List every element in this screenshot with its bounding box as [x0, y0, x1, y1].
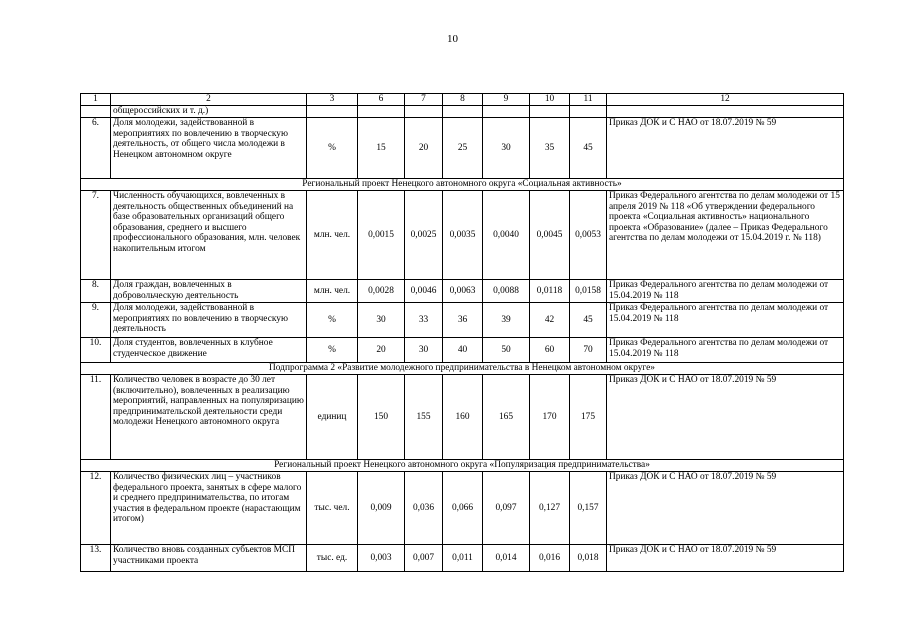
continuation-text: общероссийских и т. д.)	[111, 106, 307, 118]
value-cell: 0,0035	[443, 191, 483, 280]
unit-cell: млн. чел.	[307, 280, 358, 303]
table-body	[81, 94, 844, 572]
value-cell: 0,003	[358, 545, 405, 572]
value-cell: 42	[530, 303, 570, 338]
unit-cell: тыс. чел.	[307, 472, 358, 545]
reference-cell: Приказ Федерального агентства по делам молодежи от 15.04.2019 № 118	[607, 303, 844, 338]
section-title: Региональный проект Ненецкого автономного округа «Популяризация предпринимательства»	[81, 460, 844, 472]
value-cell: 45	[570, 303, 607, 338]
row-number: 11.	[81, 375, 111, 460]
row-number: 9.	[81, 303, 111, 338]
reference-cell: Приказ Федерального агентства по делам молодежи от 15 апреля 2019 № 118 «Об утверждении федерального проекта «Социальная активность» национального проекта «Образование» (далее – Приказ Федерального агентства по делам молодежи от 15.04.2019 г. № 118)	[607, 191, 844, 280]
header-row	[81, 94, 844, 106]
value-cell: 35	[530, 118, 570, 179]
indicator-name: Количество человек в возрасте до 30 лет (включительно), вовлеченных в реализацию мероприятий, направленных на популяризацию предпринимательской деятельности среди молодежи Ненецкого автономного округа	[111, 375, 307, 460]
value-cell: 0,0158	[570, 280, 607, 303]
table-row	[81, 303, 844, 338]
row-number: 8.	[81, 280, 111, 303]
row-number: 6.	[81, 118, 111, 179]
value-cell: 165	[483, 375, 530, 460]
header-cell: 7	[405, 94, 443, 106]
reference-cell: Приказ ДОК и С НАО от 18.07.2019 № 59	[607, 545, 844, 572]
unit-cell: тыс. ед.	[307, 545, 358, 572]
value-cell: 0,066	[443, 472, 483, 545]
reference-cell: Приказ ДОК и С НАО от 18.07.2019 № 59	[607, 118, 844, 179]
indicator-name: Доля молодежи, задействованной в мероприятиях по вовлечению в творческую деятельность, от общего числа молодежи в Ненецком автономном округе	[111, 118, 307, 179]
value-cell: 0,018	[570, 545, 607, 572]
value-cell: 0,0118	[530, 280, 570, 303]
value-cell: 0,0046	[405, 280, 443, 303]
value-cell: 0,014	[483, 545, 530, 572]
reference-cell: Приказ Федерального агентства по делам молодежи от 15.04.2019 № 118	[607, 280, 844, 303]
reference-cell: Приказ ДОК и С НАО от 18.07.2019 № 59	[607, 375, 844, 460]
unit-cell: млн. чел.	[307, 191, 358, 280]
value-cell: 0,0088	[483, 280, 530, 303]
unit-cell: %	[307, 303, 358, 338]
section-title: Региональный проект Ненецкого автономного округа «Социальная активность»	[81, 179, 844, 191]
value-cell: 70	[570, 338, 607, 363]
table-row	[81, 545, 844, 572]
value-cell: 20	[358, 338, 405, 363]
table-row	[81, 338, 844, 363]
value-cell: 0,036	[405, 472, 443, 545]
value-cell: 0,0025	[405, 191, 443, 280]
indicator-name: Доля студентов, вовлеченных в клубное студенческое движение	[111, 338, 307, 363]
value-cell: 30	[483, 118, 530, 179]
row-number: 7.	[81, 191, 111, 280]
header-cell: 6	[358, 94, 405, 106]
value-cell: 30	[405, 338, 443, 363]
page-number: 10	[447, 33, 458, 45]
value-cell: 0,0045	[530, 191, 570, 280]
table-row	[81, 280, 844, 303]
value-cell: 0,0053	[570, 191, 607, 280]
header-cell: 11	[570, 94, 607, 106]
value-cell: 0,009	[358, 472, 405, 545]
value-cell: 36	[443, 303, 483, 338]
header-cell: 8	[443, 94, 483, 106]
header-cell: 2	[111, 94, 307, 106]
header-cell: 12	[607, 94, 844, 106]
section-row	[81, 460, 844, 472]
value-cell: 39	[483, 303, 530, 338]
value-cell: 0,0040	[483, 191, 530, 280]
unit-cell: %	[307, 118, 358, 179]
continuation-row	[81, 106, 844, 118]
reference-cell: Приказ Федерального агентства по делам молодежи от 15.04.2019 № 118	[607, 338, 844, 363]
value-cell: 25	[443, 118, 483, 179]
reference-cell: Приказ ДОК и С НАО от 18.07.2019 № 59	[607, 472, 844, 545]
value-cell: 0,0063	[443, 280, 483, 303]
section-row	[81, 363, 844, 375]
value-cell: 0,011	[443, 545, 483, 572]
table-row	[81, 472, 844, 545]
header-cell: 9	[483, 94, 530, 106]
indicator-name: Доля граждан, вовлеченных в добровольческую деятельность	[111, 280, 307, 303]
value-cell: 0,127	[530, 472, 570, 545]
section-title: Подпрограмма 2 «Развитие молодежного предпринимательства в Ненецком автономном округе»	[81, 363, 844, 375]
value-cell: 40	[443, 338, 483, 363]
value-cell: 155	[405, 375, 443, 460]
value-cell: 0,007	[405, 545, 443, 572]
value-cell: 0,097	[483, 472, 530, 545]
value-cell: 33	[405, 303, 443, 338]
row-number: 13.	[81, 545, 111, 572]
indicator-name: Численность обучающихся, вовлеченных в деятельность общественных объединений на базе образовательных организаций общего образования, среднего и высшего профессионального образования, млн. человек накопительным итогом	[111, 191, 307, 280]
row-number: 12.	[81, 472, 111, 545]
indicator-name: Доля молодежи, задействованной в мероприятиях по вовлечению в творческую деятельность	[111, 303, 307, 338]
unit-cell: единиц	[307, 375, 358, 460]
unit-cell: %	[307, 338, 358, 363]
header-cell: 1	[81, 94, 111, 106]
value-cell: 175	[570, 375, 607, 460]
value-cell: 170	[530, 375, 570, 460]
value-cell: 30	[358, 303, 405, 338]
value-cell: 160	[443, 375, 483, 460]
table-row	[81, 118, 844, 179]
value-cell: 45	[570, 118, 607, 179]
section-row	[81, 179, 844, 191]
value-cell: 50	[483, 338, 530, 363]
value-cell: 150	[358, 375, 405, 460]
indicator-table	[80, 93, 844, 572]
table-row	[81, 191, 844, 280]
value-cell: 0,157	[570, 472, 607, 545]
value-cell: 20	[405, 118, 443, 179]
row-number: 10.	[81, 338, 111, 363]
indicator-name: Количество вновь созданных субъектов МСП участниками проекта	[111, 545, 307, 572]
value-cell: 0,016	[530, 545, 570, 572]
header-cell: 10	[530, 94, 570, 106]
indicator-name: Количество физических лиц – участников федерального проекта, занятых в сфере малого и среднего предпринимательства, по итогам участия в федеральном проекте (нарастающим итогом)	[111, 472, 307, 545]
value-cell: 0,0028	[358, 280, 405, 303]
value-cell: 0,0015	[358, 191, 405, 280]
value-cell: 60	[530, 338, 570, 363]
value-cell: 15	[358, 118, 405, 179]
table-row	[81, 375, 844, 460]
header-cell: 3	[307, 94, 358, 106]
